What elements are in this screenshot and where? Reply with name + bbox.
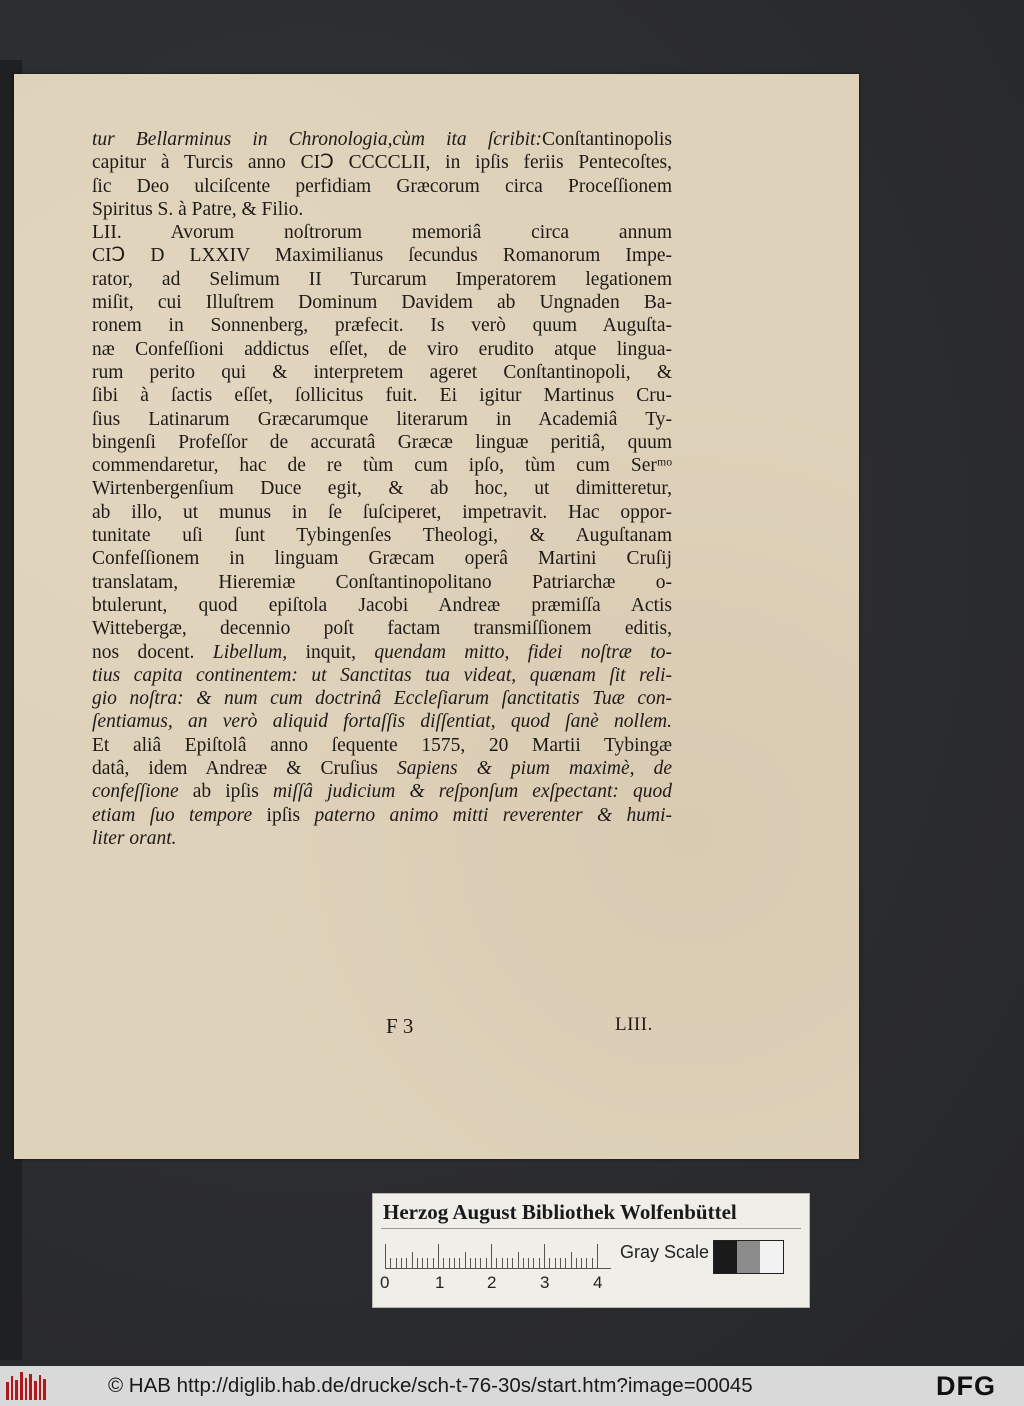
ruler-number: 2 — [487, 1273, 497, 1292]
roman-run: Wittebergæ, decennio poſt factam transmiſſionem editis, — [92, 618, 672, 640]
ruler-tick — [502, 1258, 503, 1268]
text-line — [92, 384, 672, 407]
roman-run: commendaretur, hac de re tùm cum ipſo, tùm cum Serᵐᵒ — [92, 455, 672, 477]
dfg-logo: DFG — [936, 1371, 996, 1401]
text-line — [92, 710, 672, 733]
text-line — [92, 338, 672, 361]
logo-bar — [39, 1375, 42, 1400]
roman-run: Conſtantinopolis — [541, 129, 672, 150]
italic-run: quendam mitto, fidei noſtræ to- — [374, 641, 672, 663]
ruler-tick — [597, 1244, 598, 1268]
gray-scale-label: Gray Scale — [620, 1242, 710, 1262]
ruler-tick — [555, 1258, 556, 1268]
logo-bar — [43, 1379, 46, 1400]
text-line — [92, 664, 672, 687]
roman-run: Wirtenbergenſium Duce egit, & ab hoc, ut dimitteretur, — [92, 478, 672, 500]
italic-run: tius capita continentem: ut Sanctitas tua videat, quænam ſit reli- — [92, 664, 672, 686]
text-line — [92, 757, 672, 780]
italic-run: Sapiens & pium maximè, de — [396, 758, 672, 780]
book-page — [14, 74, 859, 1159]
logo-bar — [15, 1380, 18, 1400]
ruler-tick — [528, 1258, 529, 1268]
ruler-tick — [549, 1258, 550, 1268]
copyright-url[interactable]: © HAB http://diglib.hab.de/drucke/sch-t-76-30s/start.htm?image=00045 — [108, 1374, 753, 1397]
roman-run: ſic Deo ulciſcente perfidiam Græcorum circa Proceſſionem — [92, 175, 672, 197]
text-line — [92, 804, 672, 827]
roman-run: ſius Latinarum Græcarumque literarum in Academiâ Ty- — [92, 408, 672, 430]
text-line — [92, 198, 672, 221]
italic-run: liter orant. — [92, 827, 177, 849]
ruler-tick — [518, 1252, 519, 1268]
ruler-tick — [560, 1258, 561, 1268]
hab-logo-icon — [6, 1372, 46, 1400]
text-line — [92, 547, 672, 570]
logo-bar — [25, 1378, 28, 1400]
ruler-tick — [406, 1258, 407, 1268]
ruler-baseline — [385, 1268, 611, 1269]
roman-run: LII. Avorum noſtrorum memoriâ circa annum — [92, 222, 672, 244]
roman-run: miſit, cui Illuſtrem Dominum Davidem ab Ungnaden Ba- — [92, 292, 672, 314]
ruler — [385, 1244, 611, 1268]
text-line — [92, 408, 672, 431]
ruler-tick — [412, 1252, 413, 1268]
ruler-tick — [401, 1258, 402, 1268]
text-line — [92, 268, 672, 291]
italic-run: gio noſtra: & num cum doctrinâ Eccleſiarum ſanctitatis Tuæ con- — [92, 688, 672, 710]
ruler-tick — [486, 1258, 487, 1268]
ruler-tick — [581, 1258, 582, 1268]
text-line — [92, 780, 672, 803]
roman-run: capitur à Turcis anno CIↃ CCCCLII, in ipſis feriis Pentecoſtes, — [92, 152, 672, 174]
roman-run: ab illo, ut munus in ſe ſuſciperet, impetravit. Hac oppor- — [92, 501, 672, 523]
roman-run: rum perito qui & interpretem ageret Conſtantinopoli, & — [92, 361, 672, 383]
ruler-tick — [475, 1258, 476, 1268]
ruler-tick — [592, 1258, 593, 1268]
ruler-tick — [470, 1258, 471, 1268]
text-line — [92, 524, 672, 547]
ruler-tick — [576, 1258, 577, 1268]
ruler-tick — [433, 1258, 434, 1268]
ruler-tick — [443, 1258, 444, 1268]
roman-run: ipſis — [266, 804, 315, 826]
text-line — [92, 128, 672, 151]
text-line — [92, 617, 672, 640]
ruler-tick — [390, 1258, 391, 1268]
logo-bar — [20, 1372, 23, 1400]
italic-run: paterno animo mitti reverenter & humi- — [314, 804, 672, 826]
roman-run: inquit, — [305, 641, 375, 663]
text-line — [92, 594, 672, 617]
roman-run: ronem in Sonnenberg, præfecit. Is verò quum Auguſta- — [92, 315, 672, 337]
text-line — [92, 827, 672, 850]
ruler-tick — [539, 1258, 540, 1268]
roman-run: btulerunt, quod epiſtola Jacobi Andreæ præmiſſa Actis — [92, 594, 672, 616]
library-name: Herzog August Bibliothek Wolfenbüttel — [383, 1200, 737, 1224]
text-line — [92, 501, 672, 524]
ruler-tick — [422, 1258, 423, 1268]
ruler-tick — [417, 1258, 418, 1268]
italic-run: miſſâ judicium & reſponſum exſpectant: quod — [272, 781, 672, 803]
ruler-tick — [454, 1258, 455, 1268]
ruler-tick — [385, 1244, 386, 1268]
italic-run: etiam ſuo tempore — [92, 804, 267, 826]
ruler-number: 4 — [593, 1273, 603, 1292]
ruler-tick — [427, 1258, 428, 1268]
text-line — [92, 151, 672, 174]
gray-swatch-dark — [714, 1241, 737, 1273]
italic-run: tur Bellarminus in Chronologia,cùm ita ſcribit: — [92, 129, 542, 150]
roman-run: næ Confeſſioni addictus eſſet, de viro erudito atque lingua- — [92, 338, 672, 360]
ruler-tick — [491, 1244, 492, 1268]
text-line — [92, 361, 672, 384]
logo-bar — [6, 1382, 9, 1400]
text-line — [92, 687, 672, 710]
roman-run: ſibi à ſactis eſſet, ſollicitus fuit. Ei igitur Martinus Cru- — [92, 385, 672, 407]
color-scale-card — [372, 1193, 810, 1308]
ruler-tick — [438, 1244, 439, 1268]
ruler-tick — [496, 1258, 497, 1268]
ruler-tick — [544, 1244, 545, 1268]
ruler-number: 0 — [380, 1273, 390, 1292]
roman-run: Confeſſionem in linguam Græcam operâ Martini Cruſij — [92, 548, 672, 570]
italic-run: Libellum, — [212, 641, 306, 663]
text-line — [92, 175, 672, 198]
roman-run: tunitate uſi ſunt Tybingenſes Theologi, & Auguſtanam — [92, 525, 672, 547]
roman-run: Spiritus S. à Patre, & Filio. — [92, 198, 304, 220]
ruler-number: 1 — [435, 1273, 445, 1292]
text-line — [92, 454, 672, 477]
italic-run: confeſſione — [92, 781, 193, 803]
gray-scale-swatches — [713, 1240, 784, 1274]
text-line — [92, 244, 672, 267]
divider — [381, 1228, 801, 1229]
page-text — [92, 128, 672, 850]
logo-bar — [34, 1381, 37, 1400]
text-line — [92, 314, 672, 337]
gray-swatch-mid — [737, 1241, 760, 1273]
italic-run: ſentiamus, an verò aliquid fortaſſis diſſentiat, quod ſanè nollem. — [92, 711, 672, 733]
text-line — [92, 477, 672, 500]
ruler-tick — [571, 1252, 572, 1268]
roman-run: datâ, idem Andreæ & Cruſius — [92, 758, 397, 780]
ruler-tick — [480, 1258, 481, 1268]
ruler-tick — [523, 1258, 524, 1268]
text-line — [92, 571, 672, 594]
ruler-tick — [459, 1258, 460, 1268]
roman-run: CIↃ D LXXIV Maximilianus ſecundus Romanorum Impe- — [92, 245, 672, 267]
ruler-tick — [533, 1258, 534, 1268]
ruler-tick — [565, 1258, 566, 1268]
roman-run: nos docent. — [92, 641, 213, 663]
logo-bar — [29, 1374, 32, 1400]
text-line — [92, 641, 672, 664]
roman-run: Et aliâ Epiſtolâ anno ſequente 1575, 20 Martii Tybingæ — [92, 734, 672, 756]
text-line — [92, 221, 672, 244]
roman-run: rator, ad Selimum II Turcarum Imperatorem legationem — [92, 268, 672, 290]
ruler-tick — [512, 1258, 513, 1268]
ruler-tick — [507, 1258, 508, 1268]
logo-bar — [11, 1376, 14, 1400]
ruler-tick — [586, 1258, 587, 1268]
roman-run: translatam, Hieremiæ Conſtantinopolitano Patriarchæ o- — [92, 571, 672, 593]
text-line — [92, 431, 672, 454]
footer-bar — [0, 1366, 1024, 1406]
ruler-tick — [449, 1258, 450, 1268]
ruler-tick — [396, 1258, 397, 1268]
text-line — [92, 734, 672, 757]
ruler-tick — [465, 1252, 466, 1268]
text-line — [92, 291, 672, 314]
signature-mark: F 3 — [386, 1014, 414, 1038]
gray-swatch-light — [760, 1241, 783, 1273]
roman-run: bingenſi Profeſſor de accuratâ Græcæ linguæ peritiâ, quum — [92, 431, 672, 453]
catchword: LIII. — [615, 1014, 653, 1035]
ruler-number: 3 — [540, 1273, 550, 1292]
roman-run: ab ipſis — [192, 781, 273, 803]
